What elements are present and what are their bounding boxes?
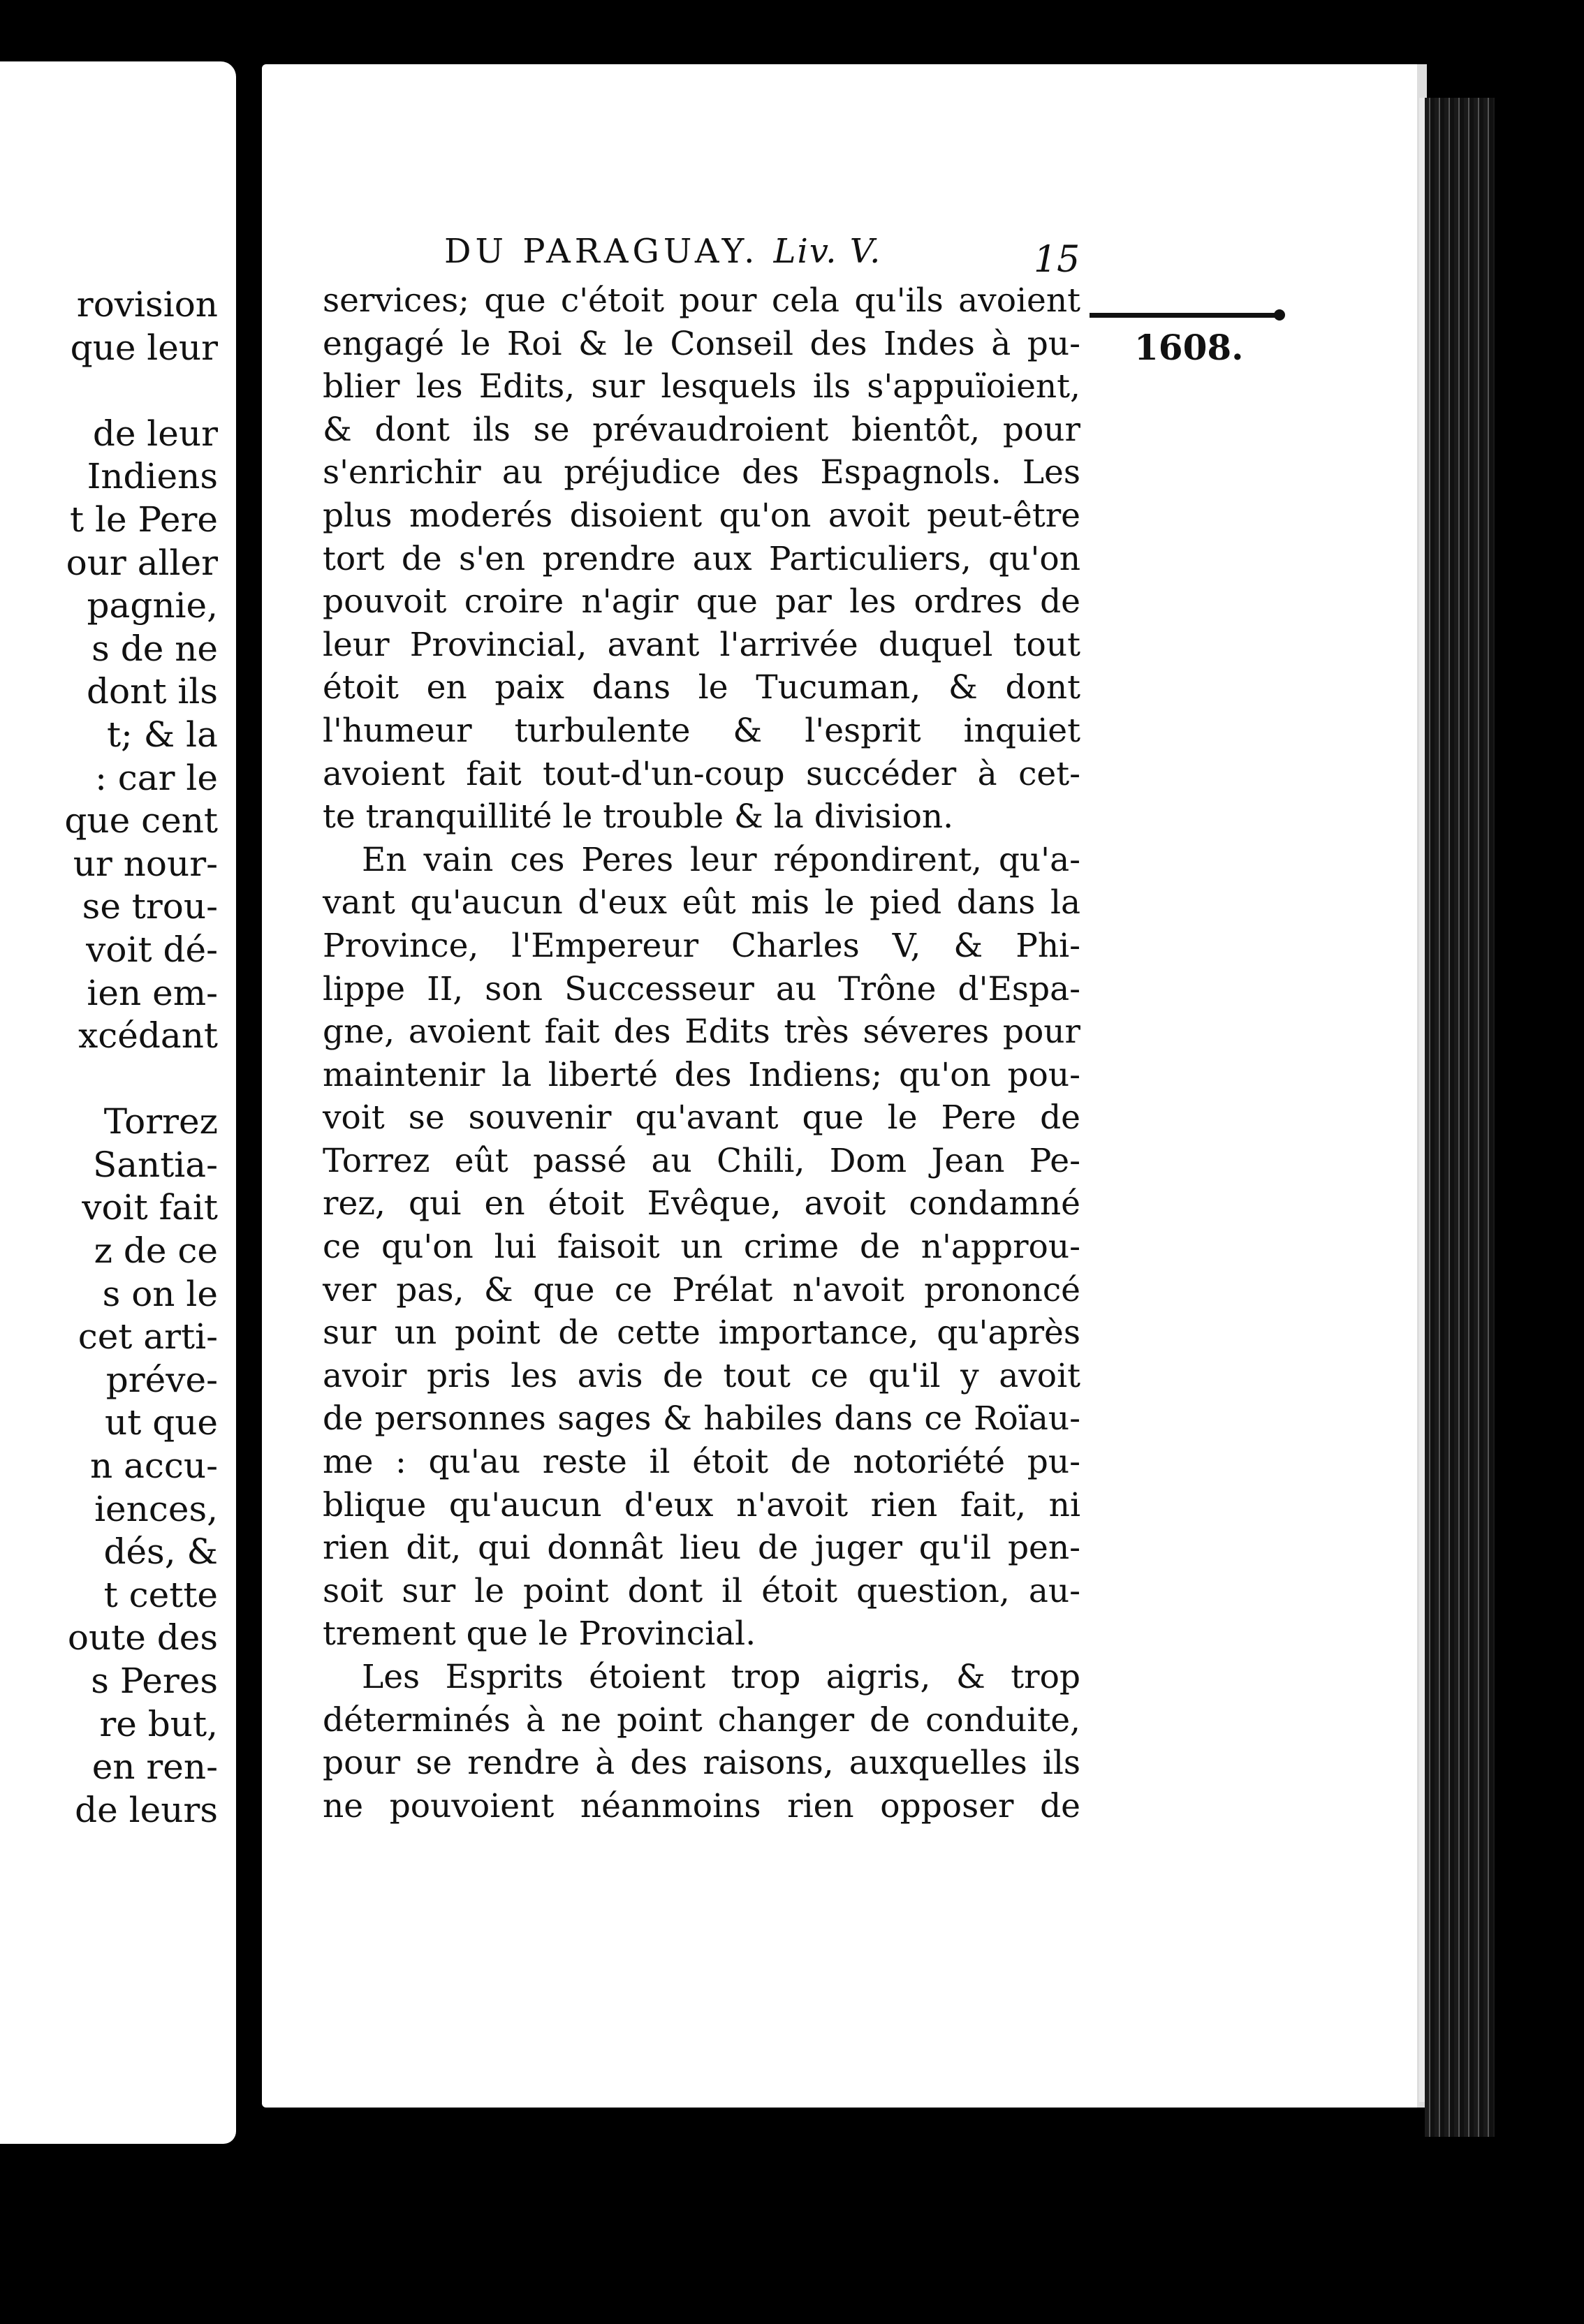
text-line: tort de s'en prendre aux Particuliers, qu'on xyxy=(323,539,1080,578)
left-page-line: t cette xyxy=(103,1574,218,1615)
text-line: pouvoit croire n'agir que par les ordres de xyxy=(323,582,1080,622)
left-page-line: s de ne xyxy=(91,628,218,669)
text-line: s'enrichir au préjudice des Espagnols. Les xyxy=(323,453,1080,492)
running-head-book: Liv. V. xyxy=(773,232,882,271)
left-page-line: z de ce xyxy=(94,1230,218,1272)
left-page-text xyxy=(64,284,218,1832)
text-line: & dont ils se prévaudroient bientôt, pour xyxy=(323,410,1080,449)
margin-rule xyxy=(1090,313,1278,318)
text-line: déterminés à ne point changer de conduite, xyxy=(323,1700,1080,1740)
text-line: trement que le Provincial. xyxy=(323,1615,756,1654)
left-page-line: dont ils xyxy=(87,671,218,712)
text-line: ver pas, & que ce Prélat n'avoit prononcé xyxy=(323,1270,1080,1309)
left-page-line: voit dé- xyxy=(86,929,218,970)
text-line: blier les Edits, sur lesquels ils s'appuïoient, xyxy=(323,367,1080,406)
text-line: lippe II, son Successeur au Trône d'Espa- xyxy=(323,969,1080,1008)
left-page-line: : car le xyxy=(95,757,218,798)
text-line: avoir pris les avis de tout ce qu'il y avoit xyxy=(323,1356,1080,1395)
body-text xyxy=(323,279,1080,1827)
text-line: de personnes sages & habiles dans ce Roïau- xyxy=(323,1399,1080,1439)
text-line: Torrez eût passé au Chili, Dom Jean Pe- xyxy=(323,1141,1080,1180)
text-line: rez, qui en étoit Evêque, avoit condamné xyxy=(323,1184,1080,1223)
left-page-line: pagnie, xyxy=(87,585,218,626)
left-page-line xyxy=(64,1058,218,1101)
text-line: services; que c'étoit pour cela qu'ils avoient xyxy=(323,281,1080,320)
left-page-line: Torrez xyxy=(103,1101,218,1142)
left-page-line: rovision xyxy=(76,284,218,325)
margin-year: 1608. xyxy=(1134,327,1244,368)
text-line: Province, l'Empereur Charles V, & Phi- xyxy=(323,926,1080,965)
text-line: En vain ces Peres leur répondirent, qu'a- xyxy=(362,840,1080,879)
left-page-line: ien em- xyxy=(87,972,218,1013)
text-line: voit se souvenir qu'avant que le Pere de xyxy=(323,1098,1080,1138)
text-line: blique qu'aucun d'eux n'avoit rien fait, ni xyxy=(323,1485,1080,1524)
left-page-line: ut que xyxy=(105,1402,218,1443)
text-line: étoit en paix dans le Tucuman, & dont xyxy=(323,668,1080,707)
text-line: maintenir la liberté des Indiens; qu'on pou- xyxy=(323,1055,1080,1094)
text-line: rien dit, qui donnât lieu de juger qu'il pen- xyxy=(323,1529,1080,1568)
left-page-line: Indiens xyxy=(87,456,218,497)
left-page-line: préve- xyxy=(105,1359,218,1400)
text-line: plus moderés disoient qu'on avoit peut-être xyxy=(323,496,1080,535)
text-line: Les Esprits étoient trop aigris, & trop xyxy=(362,1658,1080,1696)
left-page-line: t le Pere xyxy=(70,499,218,540)
left-page-line: s on le xyxy=(102,1273,218,1314)
left-page-line: oute des xyxy=(67,1617,218,1659)
text-line: sur un point de cette importance, qu'après xyxy=(323,1314,1080,1353)
text-line: l'humeur turbulente & l'esprit inquiet xyxy=(323,711,1080,750)
left-page-line: n accu- xyxy=(89,1446,218,1487)
left-page-line: que leur xyxy=(70,327,218,368)
left-page-line: en ren- xyxy=(91,1746,218,1788)
text-line: ne pouvoient néanmoins rien opposer de xyxy=(323,1786,1080,1825)
left-page-line: se trou- xyxy=(82,886,218,927)
text-line: gne, avoient fait des Edits très séveres pour xyxy=(323,1013,1080,1052)
left-page-line: xcédant xyxy=(78,1015,218,1057)
left-page-line: cet arti- xyxy=(78,1316,218,1358)
text-line: ce qu'on lui faisoit un crime de n'approu- xyxy=(323,1228,1080,1267)
text-line: soit sur le point dont il étoit question, au- xyxy=(323,1571,1080,1610)
page-stack-edge xyxy=(1425,98,1495,2137)
left-page-line: de leur xyxy=(92,413,218,454)
text-line: vant qu'aucun d'eux eût mis le pied dans la xyxy=(323,883,1080,922)
left-page-line xyxy=(64,369,218,413)
left-page-line: our aller xyxy=(66,542,218,583)
left-page-line: dés, & xyxy=(103,1531,218,1573)
left-page-line: iences, xyxy=(94,1488,218,1529)
left-page-line: voit fait xyxy=(82,1187,218,1228)
left-page-line: s Peres xyxy=(91,1661,218,1701)
text-line: engagé le Roi & le Conseil des Indes à pu- xyxy=(323,324,1080,363)
text-line: pour se rendre à des raisons, auxquelles ils xyxy=(323,1744,1080,1783)
left-page-line: de leurs xyxy=(75,1789,218,1830)
text-line: me : qu'au reste il étoit de notoriété pu- xyxy=(323,1443,1080,1482)
left-page-line: t; & la xyxy=(106,714,218,755)
left-page-line: ur nour- xyxy=(73,843,218,884)
left-page-line: que cent xyxy=(64,800,218,841)
text-line: avoient fait tout-d'un-coup succéder à cet- xyxy=(323,754,1080,793)
left-page-line: Santia- xyxy=(92,1144,218,1185)
running-head-title: DU PARAGUAY. xyxy=(444,232,759,271)
running-head xyxy=(444,232,881,271)
text-line: leur Provincial, avant l'arrivée duquel tout xyxy=(323,625,1080,664)
page-number: 15 xyxy=(1034,239,1080,281)
left-page xyxy=(0,61,236,2144)
text-line: te tranquillité le trouble & la division. xyxy=(323,797,954,837)
left-page-line: re but, xyxy=(99,1703,218,1744)
